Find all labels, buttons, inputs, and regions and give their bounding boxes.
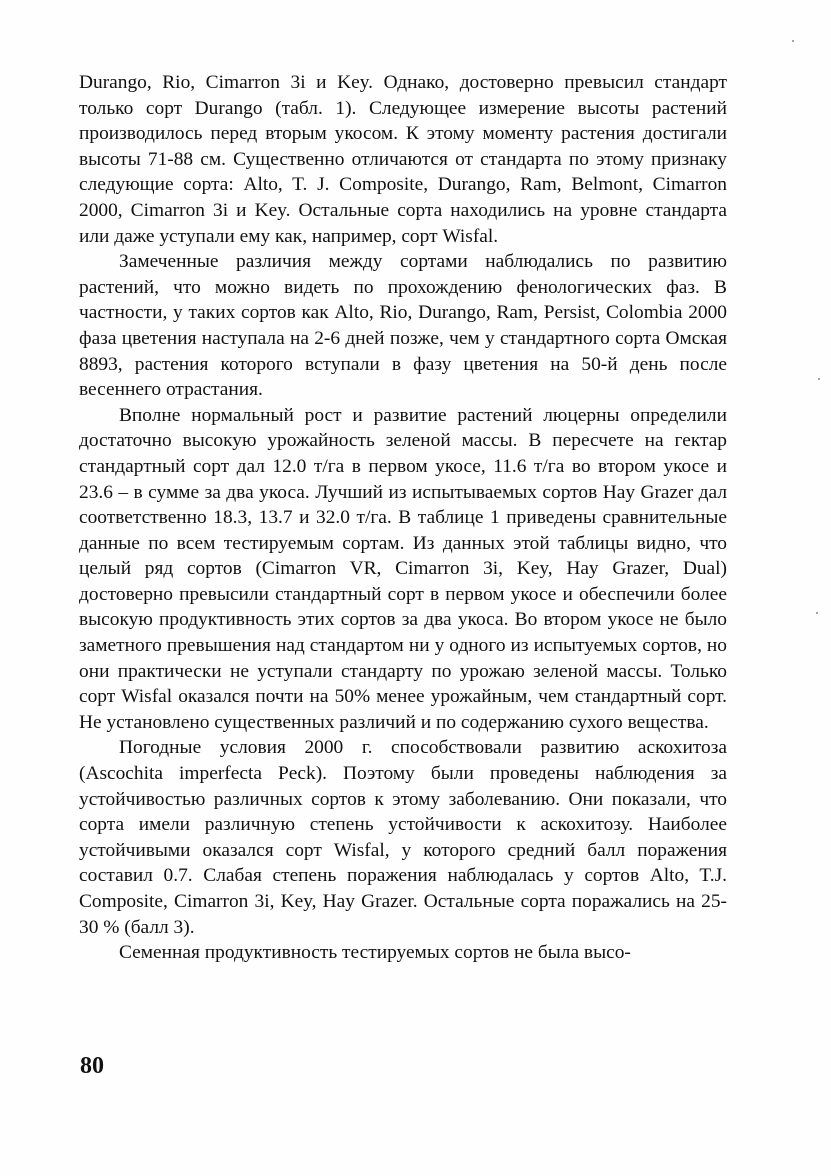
scan-speck: [818, 378, 820, 380]
scan-speck: [792, 40, 794, 42]
paragraph-5: Семенная продуктивность тестируемых сортов не была высо-: [119, 942, 631, 964]
paragraph-2: Замеченные различия между сортами наблюдались по развитию растений, что можно видеть по прохождению фенологических фаз. В частности, у таких сортов как Alto, Rio, Durango, Ram, Persist, Colombia 2000 фаза цветения наступала на 2-6 дней позже, чем у стандартного сорта Омская 8893, растения которого вступали в фазу цветения на 50-й день после весеннего отрастания.: [79, 251, 727, 401]
paragraph-4: Погодные условия 2000 г. способствовали развитию аскохитоза (Ascochita imperfecta Peck). Поэтому были проведены наблюдения за устойчивостью различных сортов к этому заболеванию. Они показали, что сорта имели различную степень устойчивости к аскохитозу. Наиболее устойчивыми оказался сорт Wisfal, у которого средний балл поражения составил 0.7. Слабая степень поражения наблюдалась у сортов Alto, T.J. Composite, Cimarron 3i, Key, Hay Grazer. Остальные сорта поражались на 25-30 % (балл 3).: [79, 737, 727, 938]
scan-speck: [816, 612, 818, 614]
body-text: [79, 70, 727, 966]
paragraph-1: Durango, Rio, Cimarron 3i и Key. Однако, достоверно превысил стандарт только сорт Durango (табл. 1). Следующее измерение высоты растений производилось перед вторым укосом. К этому моменту растения достигали высоты 71-88 см. Существенно отличаются от стандарта по этому признаку следующие сорта: Alto, T. J. Composite, Durango, Ram, Belmont, Cimarron 2000, Cimarron 3i и Key. Остальные сорта находились на уровне стандарта или даже уступали ему как, например, сорт Wisfal.: [79, 72, 727, 247]
paragraph-3: Вполне нормальный рост и развитие растений люцерны определили достаточно высокую урожайность зеленой массы. В пересчете на гектар стандартный сорт дал 12.0 т/га в первом укосе, 11.6 т/га во втором укосе и 23.6 – в сумме за два укоса. Лучший из испытываемых сортов Hay Grazer дал соответственно 18.3, 13.7 и 32.0 т/га. В таблице 1 приведены сравнительные данные по всем тестируемым сортам. Из данных этой таблицы видно, что целый ряд сортов (Cimarron VR, Cimarron 3i, Key, Hay Grazer, Dual) достоверно превысили стандартный сорт в первом укосе и обеспечили более высокую продуктивность этих сортов за два укоса. Во втором укосе не было заметного превышения над стандартом ни у одного из испытуемых сортов, но они практически не уступали стандарту по урожаю зеленой массы. Только сорт Wisfal оказался почти на 50% менее урожайным, чем стандартный сорт. Не установлено существенных различий и по содержанию сухого вещества.: [79, 404, 727, 733]
page-number: 80: [80, 1053, 104, 1079]
